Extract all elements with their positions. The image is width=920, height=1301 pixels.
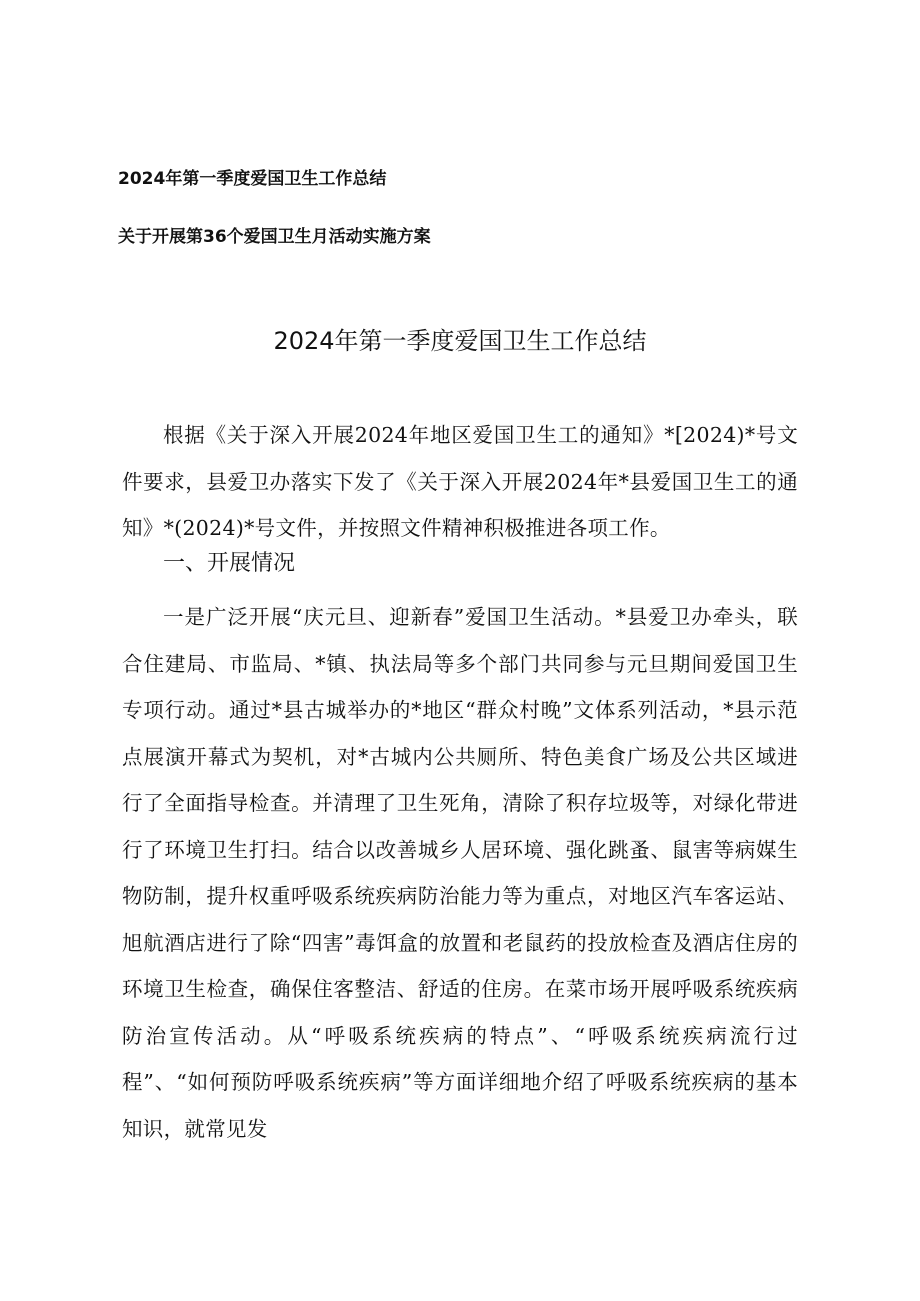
section-paragraph: 一是广泛开展“庆元旦、迎新春”爱国卫生活动。*县爱卫办牵头，联合住建局、市监局、*镇、执法局等多个部门共同参与元旦期间爱国卫生专项行动。通过*县古城举办的*地区“群众村晚”文体系列活动，*县示范点展演开幕式为契机，对*古城内公共厕所、特色美食广场及公共区域进行了全面指导检查。并清理了卫生死角，清除了积存垃圾等，对绿化带进行了环境卫生打扫。结合以改善城乡人居环境、强化跳蚤、鼠害等病媒生物防制，提升权重呼吸系统疾病防治能力等为重点，对地区汽车客运站、旭航酒店进行了除“四害”毒饵盒的放置和老鼠药的投放检查及酒店住房的环境卫生检查，确保住客整洁、舒适的住房。在菜市场开展呼吸系统疾病防治宣传活动。从“呼吸系统疾病的特点”、“呼吸系统疾病流行过程”、“如何预防呼吸系统疾病”等方面详细地介绍了呼吸系统疾病的基本知识，就常见发 [122, 605, 798, 1141]
document-title: 2024年第一季度爱国卫生工作总结 [273, 327, 647, 355]
toc-item-work-summary: 2024年第一季度爱国卫生工作总结 [118, 169, 387, 189]
toc-item-implementation-plan: 关于开展第36个爱国卫生月活动实施方案 [118, 227, 431, 247]
intro-paragraph: 根据《关于深入开展2024年地区爱国卫生工的通知》*[2024)*号文件要求，县爱卫办落实下发了《关于深入开展2024年*县爱国卫生工的通知》*(2024)*号文件，并按照文件精神积极推进各项工作。 [122, 423, 798, 540]
section-heading: 一、开展情况 [163, 551, 296, 576]
